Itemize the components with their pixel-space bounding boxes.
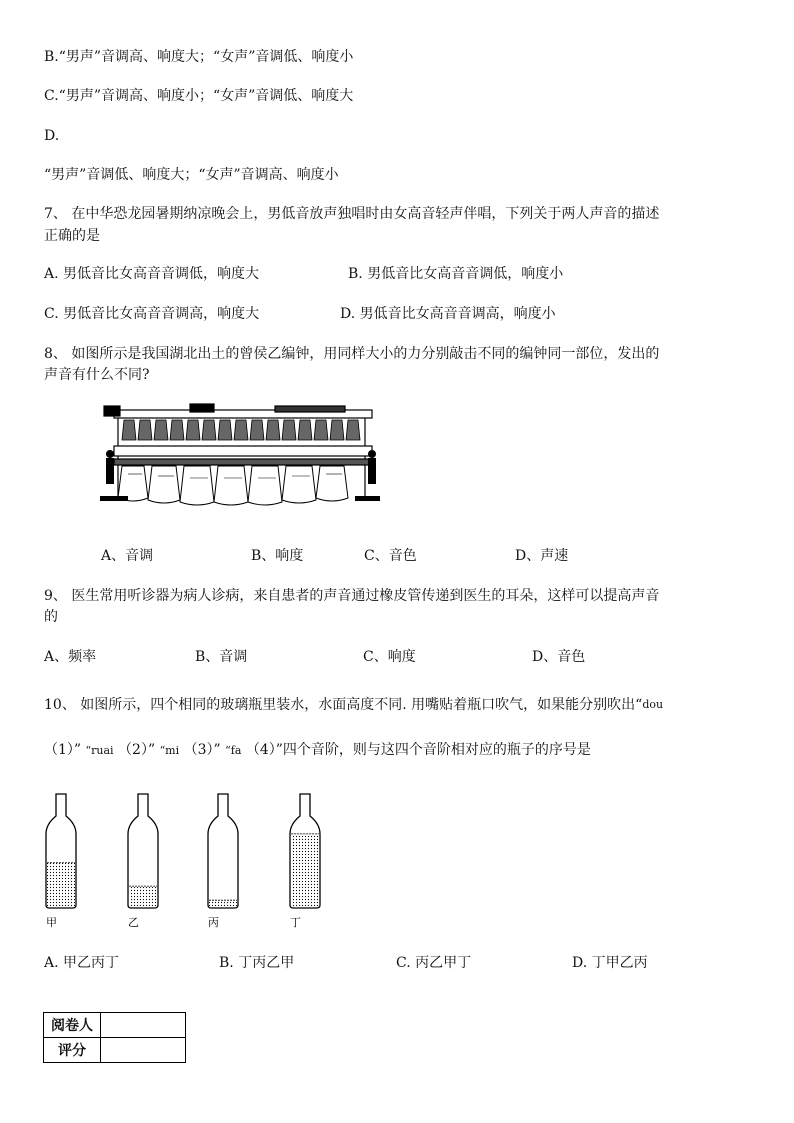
- bottle-1: [46, 794, 76, 929]
- note-fa: “fa: [225, 744, 242, 757]
- q10-option-d: D. 丁甲乙丙: [572, 955, 648, 971]
- score-label: 评分: [44, 1038, 101, 1063]
- q9-option-c: C、响度: [363, 649, 416, 665]
- q10-option-c: C. 丙乙甲丁: [396, 955, 472, 971]
- q7-stem-cont: 正确的是: [44, 228, 100, 244]
- bottle-2: [128, 794, 158, 929]
- bottle-label: 丁: [290, 916, 301, 929]
- note-dou: dou: [642, 698, 664, 711]
- bottle-label: 甲: [46, 916, 57, 929]
- grading-table: [43, 1012, 186, 1063]
- q6-option-b: B.“男声”音调高、响度大；“女声”音调低、响度小: [44, 49, 354, 65]
- q8-option-a: A、音调: [101, 548, 154, 564]
- bottle-outline-3: [208, 794, 238, 908]
- q10-stem: [44, 695, 663, 715]
- q10-stem-text: 10、 如图所示，四个相同的玻璃瓶里装水，水面高度不同. 用嘴贴着瓶口吹气，如果能分别吹出“: [44, 697, 643, 713]
- note-ruai: “ruai: [85, 744, 114, 757]
- q7-option-d: D. 男低音比女高音音调高，响度小: [340, 306, 556, 322]
- q7-option-b: B. 男低音比女高音音调低，响度小: [348, 266, 564, 282]
- q10-note-4: （4）”四个音阶，则与这四个音阶相对应的瓶子的序号是: [245, 742, 591, 758]
- q8-option-c: C、音色: [364, 548, 417, 564]
- q10-note-2: （2）”: [118, 742, 156, 758]
- bottle-water-3: [209, 900, 237, 908]
- q10-option-a: A. 甲乙丙丁: [44, 955, 120, 971]
- q7-option-c: C. 男低音比女高音音调高，响度大: [44, 306, 260, 322]
- q8-option-d: D、声速: [515, 548, 569, 564]
- q9-option-b: B、音调: [195, 649, 248, 665]
- bottles-figure: [40, 790, 340, 935]
- q10-note-1: （1）”: [44, 742, 82, 758]
- note-mi: “mi: [159, 744, 180, 757]
- q6-option-c: C.“男声”音调高、响度小；“女声”音调低、响度大: [44, 88, 354, 104]
- q7-option-a: A. 男低音比女高音音调低，响度大: [44, 266, 260, 282]
- q7-stem: 7、 在中华恐龙园暑期纳凉晚会上，男低音放声独唱时由女高音轻声伴唱，下列关于两人声音的描述: [44, 206, 660, 222]
- bottle-label: 乙: [128, 916, 139, 929]
- chime-bells-figure: [100, 404, 380, 512]
- q9-stem-cont: 的: [44, 609, 58, 625]
- bottle-water-1: [47, 863, 75, 908]
- q8-stem-cont: 声音有什么不同?: [44, 367, 150, 383]
- q9-option-a: A、频率: [44, 649, 97, 665]
- q10-option-b: B. 丁丙乙甲: [219, 955, 295, 971]
- q8-option-b: B、响度: [251, 548, 304, 564]
- q9-stem: 9、 医生常用听诊器为病人诊病，来自患者的声音通过橡皮管传递到医生的耳朵，这样可以提高声音: [44, 588, 660, 604]
- bottle-3: [208, 794, 238, 929]
- reviewer-field[interactable]: [101, 1013, 186, 1038]
- reviewer-label: 阅卷人: [44, 1013, 101, 1038]
- q6-option-d-text: “男声”音调低、响度大；“女声”音调高、响度小: [44, 167, 339, 183]
- score-field[interactable]: [101, 1038, 186, 1063]
- q10-stem-cont: [44, 740, 591, 761]
- q6-option-d-label: D.: [44, 128, 60, 144]
- bottle-label: 丙: [208, 916, 219, 929]
- bottle-water-2: [129, 886, 157, 908]
- q9-option-d: D、音色: [532, 649, 586, 665]
- bottle-water-4: [291, 834, 319, 908]
- bottle-4: [290, 794, 320, 929]
- q8-stem: 8、 如图所示是我国湖北出土的曾侯乙编钟，用同样大小的力分别敲击不同的编钟同一部位，发出的: [44, 346, 660, 362]
- q10-note-3: （3）”: [183, 742, 221, 758]
